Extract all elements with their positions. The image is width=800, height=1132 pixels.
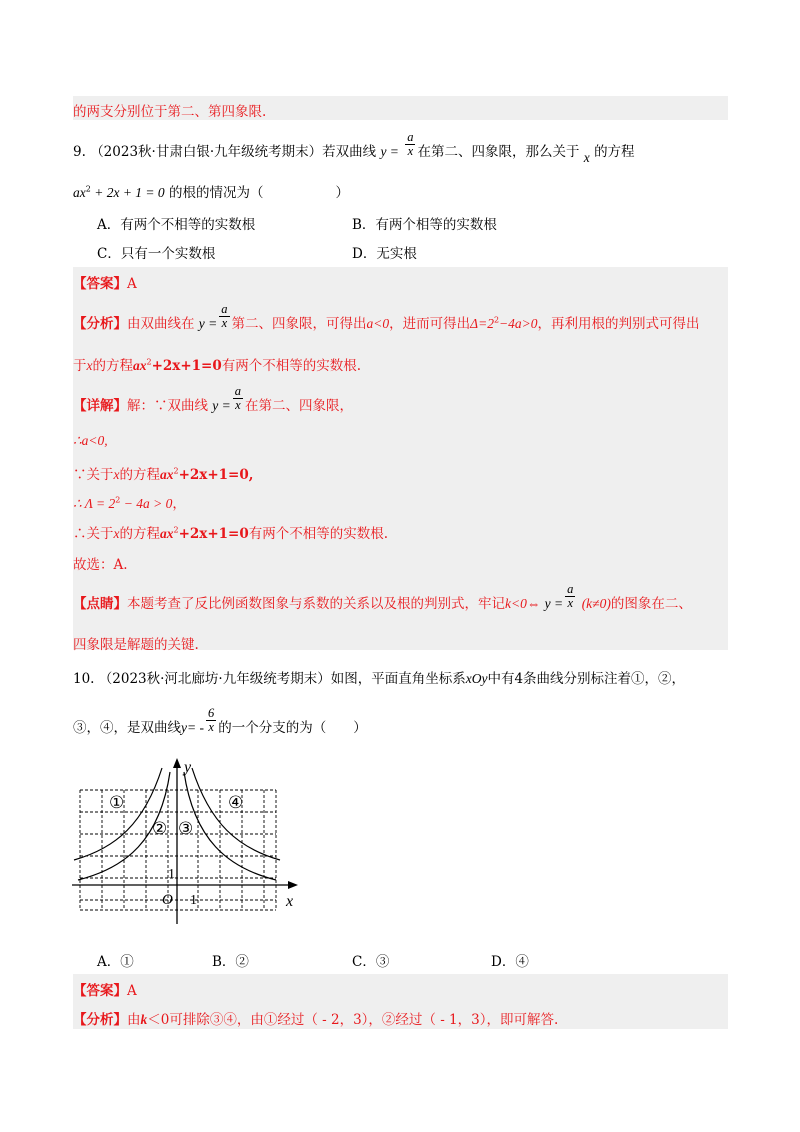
q9-option-c[interactable]: C．只有一个实数根 <box>97 246 216 262</box>
q9-detail-line1: 【详解】解：∵双曲线 y = $\frac{a}{x}$ 在第二、四象限， <box>73 384 354 414</box>
curve-1-label: ① <box>109 793 125 812</box>
curve-4 <box>192 768 280 860</box>
q9-detail-line3: ∵关于x的方程$ax^2+2x+1=0$, <box>73 466 254 483</box>
q9-stem-b: 在第二、四象限，那么关于 <box>417 144 580 160</box>
q10-option-b[interactable]: B．② <box>212 954 249 970</box>
q9-analysis-line2: 于x的方程$ax^2+2x+1=0$有两个不相等的实数根. <box>73 357 362 374</box>
origin-label: O <box>162 892 173 908</box>
q9-choose: 故选：A. <box>73 557 128 573</box>
q9-detail-line4: ∴ $\Lambda = 2^2 - 4a > 0$， <box>73 495 186 512</box>
q9-answer: 【答案】A <box>73 276 137 292</box>
q10-analysis: 【分析】由k＜0可排除③④，由①经过（ - 2，3），②经过（ - 1，3），即可解答. <box>73 1012 559 1028</box>
q10-option-d[interactable]: D．④ <box>491 954 529 970</box>
q9-analysis-line1: 【分析】由双曲线在 y = $\frac{a}{x}$ 第二、四象限，可得出a<0，进而可得出$\Delta=2^2-4a>0$，再利用根的判别式可得出 <box>73 302 700 332</box>
q9-stem-a: 若双曲线 <box>322 144 377 160</box>
curve-3-label: ③ <box>178 819 194 838</box>
q10-answer: 【答案】A <box>73 983 137 999</box>
y-axis-label: y <box>184 759 192 776</box>
q10-option-a[interactable]: A．① <box>97 954 134 970</box>
q10-option-c[interactable]: C．③ <box>352 954 390 970</box>
q9-source: （2023秋·甘肃白银·九年级统考期末） <box>90 144 323 160</box>
q9-option-b[interactable]: B．有两个相等的实数根 <box>352 217 497 233</box>
q10-number: 10. <box>73 671 95 687</box>
q9-stem-c: 的方程 <box>594 144 635 160</box>
curve-4-label: ④ <box>228 793 244 812</box>
q9-comment-line1: 【点睛】本题考查了反比例函数图象与系数的关系以及根的判别式，牢记k<0⇔ y = $\frac{a}{x}$ (k≠0)的图象在二、 <box>73 582 692 612</box>
q9-line2: $ax^2 + 2x + 1 = 0$ 的根的情况为（ ） <box>73 184 349 201</box>
curve-2-label: ② <box>152 819 168 838</box>
q9-stem-d: 的根的情况为（ <box>168 185 264 201</box>
q9-line1 <box>73 130 635 165</box>
q9-detail-line5: ∴关于x的方程$ax^2+2x+1=0$有两个不相等的实数根. <box>73 525 389 542</box>
x-axis-label: x <box>286 893 294 910</box>
q9-number: 9. <box>73 144 86 160</box>
y-one-label: 1 <box>168 867 175 882</box>
curve-1 <box>74 768 162 860</box>
q10-line1: 10. （2023秋·河北廊坊·九年级统考期末）如图，平面直角坐标系xOy中有4条曲线分别标注着①，②， <box>73 671 686 687</box>
q9-eq-lhs: y = <box>380 144 399 159</box>
q10-line2: ③，④，是双曲线y= - $\frac{6}{x}$ 的一个分支的为（ ） <box>73 706 367 736</box>
prev-answer-tail: 的两支分别位于第二、第四象限. <box>73 104 267 120</box>
x-axis-arrow <box>288 881 298 889</box>
y-axis-arrow <box>173 758 181 768</box>
q10-source: （2023秋·河北廊坊·九年级统考期末） <box>98 671 331 687</box>
q9-option-a[interactable]: A．有两个不相等的实数根 <box>97 217 256 233</box>
q9-comment-line2: 四象限是解题的关键. <box>73 637 199 653</box>
x-one-label: 1 <box>190 893 197 908</box>
q10-coordinate-figure <box>66 752 306 928</box>
q9-option-d[interactable]: D．无实根 <box>352 246 417 262</box>
q9-fraction: $\frac{a}{x}$ <box>407 130 414 158</box>
q9-detail-line2: ∴a<0, <box>73 433 108 448</box>
q9-var-x: x <box>583 150 590 165</box>
